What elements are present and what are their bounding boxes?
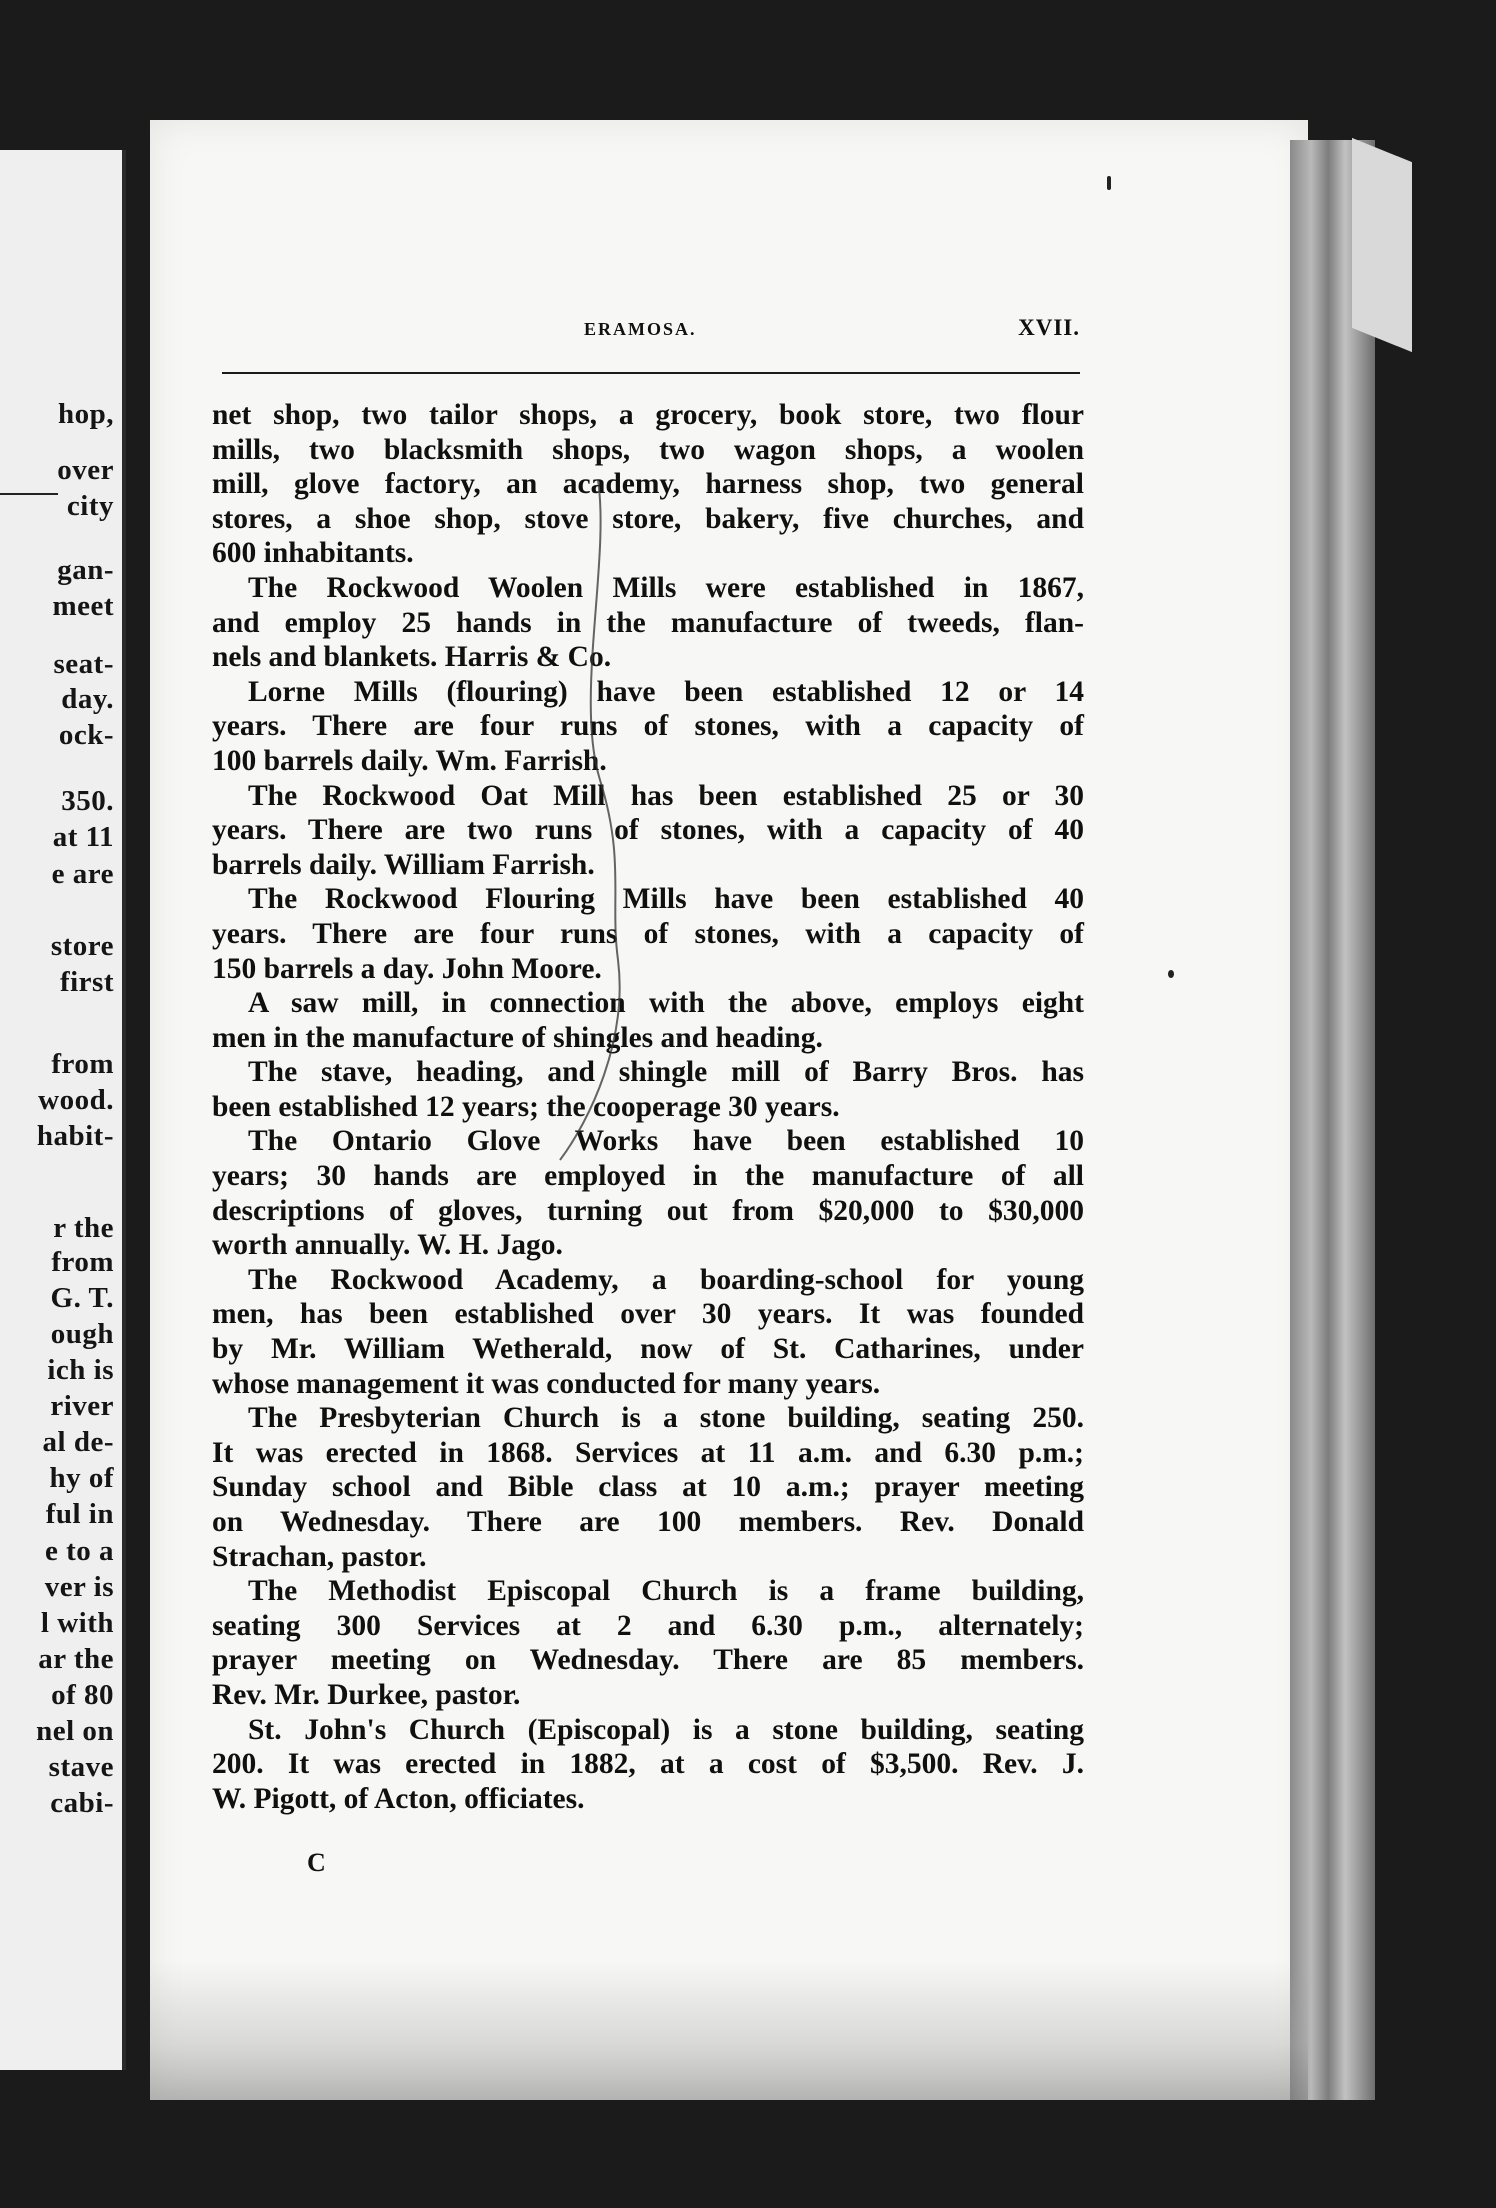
left-page-fragment: ich is [47, 1354, 114, 1386]
left-page-fragment: e to a [44, 1535, 114, 1567]
left-page-fragment: from [51, 1048, 114, 1080]
text-line: been established 12 years; the cooperage 30 years. [212, 1090, 840, 1123]
text-line: Rev. Mr. Durkee, pastor. [212, 1678, 521, 1711]
text-line: years. There are four runs of stones, with a capacity of [212, 917, 1084, 950]
text-line: stores, a shoe shop, stove store, bakery, five churches, and [212, 502, 1084, 535]
left-page-fragment: nel on [36, 1715, 114, 1747]
running-head-title: ERAMOSA. [584, 319, 697, 339]
left-page-fragment: day. [61, 683, 114, 715]
text-line: on Wednesday. There are 100 members. Rev. Donald [212, 1506, 1084, 1538]
header-rule [222, 372, 1080, 374]
left-page-fragment: hy of [49, 1462, 114, 1494]
left-page-fragment: cabi- [50, 1787, 114, 1819]
left-page-fragment: ock- [58, 719, 114, 751]
left-page-fragment: city [66, 490, 114, 522]
left-page-fragment: ful in [45, 1498, 114, 1530]
text-line: The Rockwood Oat Mill has been established 25 or 30 [248, 779, 1084, 812]
left-page-fragment: wood. [38, 1084, 114, 1116]
ink-speck [1168, 970, 1174, 978]
text-line: mills, two blacksmith shops, two wagon shops, a woolen [212, 433, 1084, 466]
text-line: The Ontario Glove Works have been established 10 [248, 1125, 1084, 1158]
text-line: descriptions of gloves, turning out from $20,000 to $30,000 [212, 1194, 1084, 1227]
text-line: Sunday school and Bible class at 10 a.m.; prayer meeting [212, 1471, 1084, 1504]
left-page-fragment: of 80 [51, 1679, 114, 1711]
ink-speck [1107, 176, 1111, 190]
text-line: Strachan, pastor. [212, 1540, 427, 1573]
text-line: prayer meeting on Wednesday. There are 85 members. [212, 1644, 1084, 1677]
text-line: A saw mill, in connection with the above, employs eight [248, 987, 1084, 1020]
left-page-fragment: from [51, 1246, 114, 1278]
text-line: The Methodist Episcopal Church is a frame building, [248, 1575, 1084, 1608]
left-page-fragment: over [57, 454, 114, 486]
text-line: barrels daily. William Farrish. [212, 848, 595, 881]
left-page-fragment: first [59, 966, 114, 998]
text-line: and employ 25 hands in the manufacture of tweeds, flan- [212, 606, 1084, 639]
left-page-fragment: at 11 [52, 821, 114, 853]
body-text [212, 398, 1084, 1816]
text-line: men in the manufacture of shingles and heading. [212, 1021, 823, 1054]
left-page-fragment: ar the [38, 1643, 114, 1675]
left-page-fragment: l with [40, 1607, 114, 1639]
text-line: 200. It was erected in 1882, at a cost of $3,500. Rev. J. [212, 1748, 1084, 1781]
text-line: The stave, heading, and shingle mill of Barry Bros. has [248, 1056, 1084, 1089]
left-page-fragment: meet [52, 590, 114, 622]
text-line: years. There are two runs of stones, with a capacity of 40 [212, 814, 1084, 847]
page-bottom-shading [150, 1960, 1308, 2100]
text-line: whose management it was conducted for many years. [212, 1367, 881, 1400]
text-line: The Presbyterian Church is a stone building, seating 250. [248, 1402, 1084, 1435]
text-line: years; 30 hands are employed in the manufacture of all [212, 1160, 1084, 1193]
signature-mark: C [307, 1848, 326, 1877]
text-line: years. There are four runs of stones, with a capacity of [212, 710, 1084, 743]
text-line: 600 inhabitants. [212, 537, 414, 570]
left-page-fragment: 350. [61, 785, 114, 817]
left-facing-page [0, 150, 126, 2070]
left-page-fragment: r the [53, 1212, 114, 1244]
left-page-fragment: ver is [44, 1571, 114, 1603]
text-line: The Rockwood Flouring Mills have been established 40 [248, 883, 1084, 916]
left-page-fragment: stave [48, 1751, 114, 1783]
text-line: The Rockwood Academy, a boarding-school for young [248, 1263, 1084, 1296]
left-page-fragment: G. T. [50, 1282, 114, 1314]
left-page-fragment: gan- [57, 554, 114, 586]
text-line: nels and blankets. Harris & Co. [212, 641, 612, 674]
page-folio: XVII. [1018, 315, 1080, 340]
text-line: Lorne Mills (flouring) have been established 12 or 14 [248, 675, 1084, 708]
folded-page-corner [1352, 138, 1412, 352]
left-page-rule [0, 493, 58, 495]
text-line: 100 barrels daily. Wm. Farrish. [212, 744, 607, 777]
text-line: by Mr. William Wetherald, now of St. Catharines, under [212, 1333, 1084, 1366]
text-line: St. John's Church (Episcopal) is a stone building, seating [248, 1713, 1084, 1746]
left-page-fragment: hop, [57, 398, 114, 430]
left-page-fragment: river [50, 1390, 114, 1422]
text-line: men, has been established over 30 years. It was founded [212, 1298, 1084, 1331]
text-line: 150 barrels a day. John Moore. [212, 952, 602, 985]
left-page-fragment: habit- [36, 1120, 114, 1152]
text-line: mill, glove factory, an academy, harness shop, two general [212, 468, 1084, 501]
text-line: The Rockwood Woolen Mills were established in 1867, [248, 571, 1084, 604]
book-fore-edge [1290, 140, 1375, 2100]
text-line: net shop, two tailor shops, a grocery, book store, two flour [212, 399, 1084, 431]
left-page-fragment: ough [50, 1318, 114, 1350]
left-page-fragment: seat- [53, 648, 114, 680]
text-line: It was erected in 1868. Services at 11 a.m. and 6.30 p.m.; [212, 1436, 1084, 1469]
left-page-fragment: e are [51, 858, 114, 890]
text-line: worth annually. W. H. Jago. [212, 1229, 563, 1262]
text-line: W. Pigott, of Acton, officiates. [212, 1782, 585, 1815]
text-line: seating 300 Services at 2 and 6.30 p.m., alternately; [212, 1609, 1084, 1642]
running-head [222, 313, 1080, 353]
left-page-fragment: store [50, 930, 114, 962]
left-page-fragment: al de- [42, 1426, 114, 1458]
